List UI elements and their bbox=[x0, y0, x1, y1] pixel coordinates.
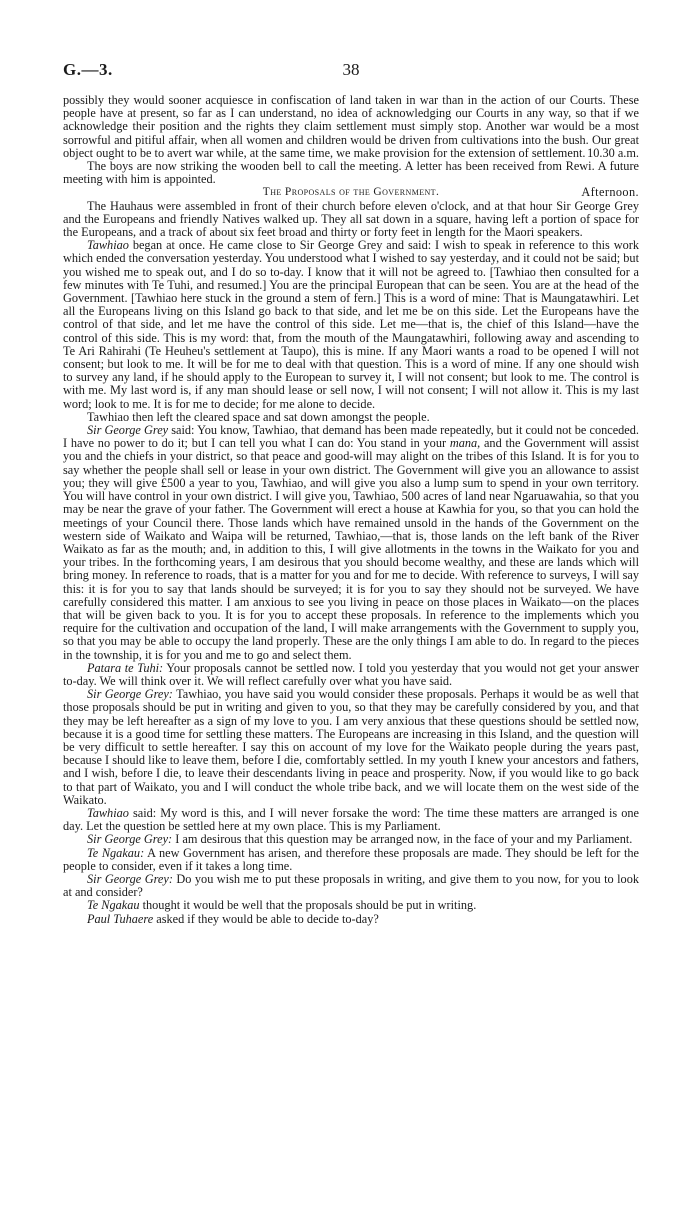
speaker-name: Patara te Tuhi: bbox=[87, 660, 164, 675]
section-time: Afternoon. bbox=[581, 185, 639, 200]
speech-paragraph: Tawhiao began at once. He came close to Sir George Grey and said: I wish to speak in reference to this work which ended the conversation yesterday. You understood what I wished to say yesterday, and it could not be said; but you wished me to speak out, and I do so to-day. I know that it will not be agreed to. [Tawhiao then consulted for a few minutes with Te Tuhi, and resumed.] You are the principal European that can be seen. You are at the head of the Government. [Tawhiao here stuck in the ground a stem of fern.] This is a word of mine: That is Maungatawhiri. Let all the Europeans living on this Island go back to that side, and let me be on this side. Let the Europeans have the control of that side, and let me have the control of this side. Let me—that is, the chief of this Island—have the control of this side. This is my word: that, from the mouth of the Maungatawhiri, following away and ascending to Te Ari Rahirahi (Te Heuheu's settlement at Taupo), this is mine. If any Maori wants a road to be opened I will not consent; but look to me. It will be for me to deal with that question. This is a word of mine. If any one should wish to survey any land, if he should apply to the European to survey it, I will not consent; but look to me. The control is with me. My last word is, if any man should lease or sell now, I will not consent; I will not allow it. This is my last word; look to me. It is for me to decide; for me alone to decide. bbox=[63, 238, 639, 411]
speaker-name: Tawhiao bbox=[87, 805, 129, 820]
speaker-name: Sir George Grey: bbox=[87, 687, 173, 702]
paragraph: The boys are now striking the wooden bell to call the meeting. A letter has been received from Rewi. A future meeting with him is appointed. bbox=[63, 159, 639, 187]
speech-paragraph: Sir George Grey said: You know, Tawhiao, that demand has been made repeatedly, but it could not be conceded. I have no power to do it; but I can tell you what I can do: You stand in your mana, and the Government will assist you and the chiefs in your district, so that peace and good-will may alight on the tribes of this Island. It is for you to say whether the people shall sell or lease in your own district. The Government will give you an allowance to assist you; they will give £500 a year to you, Tawhiao, and will give you also a lump sum to spend in your own territory. You will have control in your own district. I will give you, Tawhiao, 500 acres of land near Ngaruawahia, so that you may be near the grave of your father. The Government will erect a house at Kawhia for you, so that you can hold the meetings of your Council there. Those lands which have remained unsold in the hands of the Government on the western side of Waikato and Waipa will be returned, Tawhiao,—that is, those lands on the left bank of the River Waikato as far as the mouth; and, in addition to this, I will give allotments in the towns in the Waikato for you and your tribes. In the forthcoming years, I am desirous that you should become wealthy, and these are lands which will bring money. In reference to roads, that is a matter for you and for me to decide. With reference to surveys, I will say this: it is for you to say that lands should be surveyed; it is for you to say they should not be surveyed. We have carefully considered this matter. I am anxious to see you living in peace on those places in Waikato—on the places that will be given back to you. It is for you to accept these proposals. In reference to the implements which you require for the cultivation and occupation of the land, I will make arrangements with the Government to supply you, so that you may be able to occupy the land properly. These are the only things I am able to do. In regard to the pieces in the township, it is for you and me to go and select them. bbox=[63, 423, 639, 662]
speech-paragraph: Patara te Tuhi: Your proposals cannot be settled now. I told you yesterday that you would not get your answer to-day. We will think over it. We will reflect carefully over what you have said. bbox=[63, 660, 639, 688]
paragraph: possibly they would sooner acquiesce in confiscation of land taken in war than in the action of our Courts. These people have at present, so far as I can understand, no idea of acknowledging our Courts in any way, so that if we acknowledge their position and the rights they claim settlement must simply stop. Another war would be a most sorrowful and pitiful affair, when all women and children would be driven from cultivations into the bush. Our great object ought to be to avert war while, at the same time, we make provision for the extension of settlement. 10.30 a.m. bbox=[63, 93, 639, 160]
page-header bbox=[63, 60, 639, 80]
document-reference: G.—3. bbox=[63, 60, 113, 79]
speaker-name: Sir George Grey: bbox=[87, 832, 173, 847]
speech-paragraph: Sir George Grey: Do you wish me to put these proposals in writing, and give them to you now, for you to look at and consider? bbox=[63, 871, 639, 900]
paragraph: The Hauhaus were assembled in front of their church before eleven o'clock, and at that hour Sir George Grey and the Europeans and friendly Natives walked up. They all sat down in a square, having left a portion of space for the Europeans, and a track of about six feet broad and thirty or forty feet in length for the Maori speakers. bbox=[63, 198, 639, 240]
speaker-name: Paul Tuhaere bbox=[87, 911, 154, 926]
speech-paragraph: Sir George Grey: I am desirous that this question may be arranged now, in the face of your and my Parliament. bbox=[87, 832, 633, 847]
speaker-name: Sir George Grey bbox=[87, 423, 169, 438]
speaker-name: Te Ngakau bbox=[87, 898, 140, 913]
section-heading: The Proposals of the Government. Afternoon. bbox=[262, 185, 639, 200]
speaker-name: Te Ngakau: bbox=[87, 845, 145, 860]
speech-paragraph: Tawhiao said: My word is this, and I will never forsake the word: The time these matters are arranged is one day. Let the question be settled here at my own place. This is my Parliament. bbox=[63, 805, 639, 834]
speech-paragraph: Paul Tuhaere asked if they would be able to decide to-day? bbox=[87, 911, 379, 926]
speaker-name: Sir George Grey: bbox=[87, 871, 173, 886]
speaker-name: Tawhiao bbox=[87, 238, 129, 253]
paragraph: Tawhiao then left the cleared space and sat down amongst the people. bbox=[87, 409, 430, 424]
page-number: 38 bbox=[342, 60, 360, 79]
speech-paragraph: Sir George Grey: Tawhiao, you have said you would consider these proposals. Perhaps it would be as well that those proposals should be put in writing and given to you, so that they may be carefully considered by you, and that they may be left hereafter as a sign of my love to you. I am very anxious that these questions should be settled now, because it is a good time for settling these matters. The Europeans are increasing in this Island, and the question will be very difficult to settle hereafter. I say this on account of my love for the Waikato people during the years past, because I should like to leave them, before I die, comfortably settled. In my youth I knew your ancestors and fathers, and I wish, before I die, to leave their descendants living in peace and prosperity. Now, if you would like to go back to that part of Waikato, you and I will conduct the whole tribe back, and we will locate them on the west side of the Waikato. bbox=[63, 687, 639, 807]
speech-paragraph: Te Ngakau: A new Government has arisen, and therefore these proposals are made. They should be left for the people to consider, even if it takes a long time. bbox=[63, 845, 639, 873]
timestamp: 10.30 a.m. bbox=[587, 145, 639, 160]
document-body bbox=[63, 94, 639, 926]
speech-paragraph: Te Ngakau thought it would be well that the proposals should be put in writing. bbox=[87, 898, 477, 913]
